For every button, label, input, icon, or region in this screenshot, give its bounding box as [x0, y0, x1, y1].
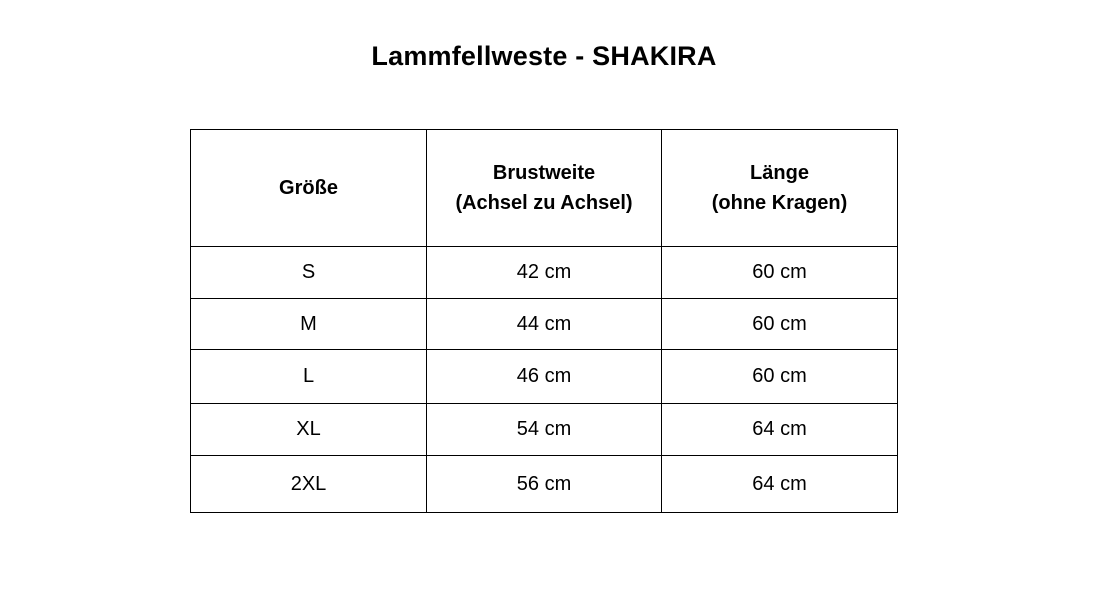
table-row: [191, 299, 898, 350]
cell-size: 2XL: [191, 456, 427, 513]
header-size: [191, 130, 427, 247]
cell-size: M: [191, 299, 427, 350]
table-row: [191, 404, 898, 456]
size-chart-table: [190, 129, 898, 513]
table-row: [191, 456, 898, 513]
table-header-row: [191, 130, 898, 247]
cell-length: 60 cm: [662, 299, 898, 350]
cell-size: S: [191, 247, 427, 299]
cell-chest-width: 44 cm: [427, 299, 662, 350]
header-length-label: Länge: [750, 162, 809, 184]
header-length-sublabel: (ohne Kragen): [711, 192, 848, 214]
cell-chest-width: 56 cm: [427, 456, 662, 513]
table-row: [191, 247, 898, 299]
cell-length: 64 cm: [662, 456, 898, 513]
header-chest-width-sublabel: (Achsel zu Achsel): [455, 192, 633, 214]
cell-length: 64 cm: [662, 404, 898, 456]
header-length: [662, 130, 898, 247]
header-size-label: Größe: [279, 177, 338, 199]
cell-chest-width: 46 cm: [427, 350, 662, 404]
cell-chest-width: 42 cm: [427, 247, 662, 299]
header-chest-width: [427, 130, 662, 247]
table-row: [191, 350, 898, 404]
document-title: Lammfellweste - SHAKIRA: [371, 41, 717, 71]
cell-length: 60 cm: [662, 247, 898, 299]
cell-length: 60 cm: [662, 350, 898, 404]
header-chest-width-label: Brustweite: [492, 162, 596, 184]
cell-size: XL: [191, 404, 427, 456]
cell-size: L: [191, 350, 427, 404]
cell-chest-width: 54 cm: [427, 404, 662, 456]
